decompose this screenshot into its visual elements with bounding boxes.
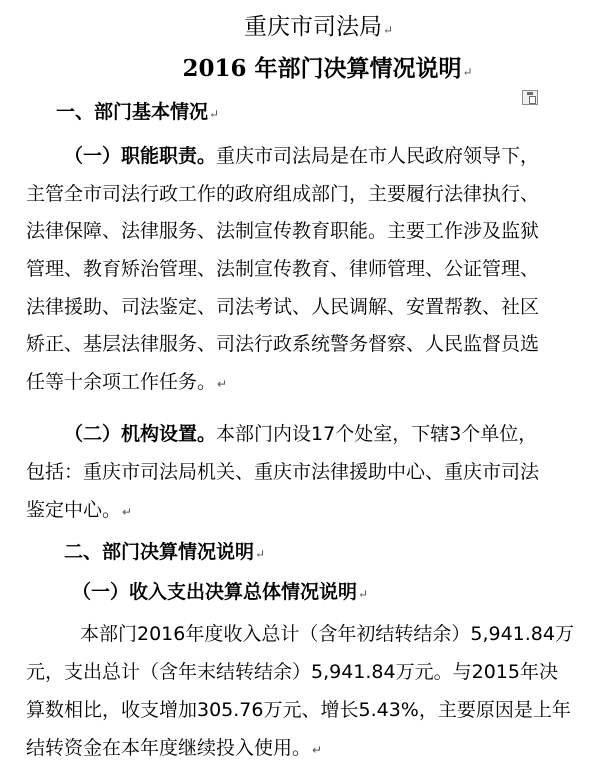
p1-line-3: 法律保障、法律服务、法制宣传教育职能。主要工作涉及监狱: [26, 220, 540, 242]
s2-p1-line-4: 结转资金在本年度继续投入使用。↵: [26, 737, 323, 759]
p2-lead: （二）机构设置。: [64, 423, 217, 445]
paragraph-mark-icon: ↵: [122, 505, 133, 519]
paragraph-mark-icon: ↵: [358, 587, 369, 601]
s2-p1-line-1: 本部门2016年度收入总计（含年初结转结余）5,941.84万: [80, 623, 574, 645]
p1-line-2: 主管全市司法行政工作的政府组成部门，主要履行法律执行、: [26, 183, 540, 205]
paragraph-mark-icon: ↵: [255, 547, 266, 561]
p1-line-6: 矫正、基层法律服务、司法行政系统警务督察、人民监督员选: [26, 333, 540, 355]
title-text: 重庆市司法局: [243, 14, 382, 40]
p1-line-7: 任等十余项工作任务。↵: [26, 371, 228, 393]
s2-p1-line-2: 元，支出总计（含年末结转结余）5,941.84万元。与2015年决: [26, 661, 558, 683]
p1-lead: （一）职能职责。: [64, 145, 217, 167]
document-title-line1: [0, 10, 615, 47]
p2-line-2: 包括：重庆市司法局机关、重庆市法律援助中心、重庆市司法: [26, 461, 540, 483]
p2-line-3: 鉴定中心。↵: [26, 499, 133, 521]
s2-p1-line-3: 算数相比，收支增加305.76万元、增长5.43%，主要原因是上年: [26, 699, 571, 721]
paragraph-mark-icon: ↵: [312, 743, 323, 757]
document-title-line2: [0, 52, 615, 89]
p1-line-1: （一）职能职责。重庆市司法局是在市人民政府领导下，: [64, 145, 540, 167]
paragraph-mark-icon: ↵: [382, 23, 394, 37]
section2-subheading: （一）收入支出决算总体情况说明↵: [72, 581, 369, 603]
p1-line-4: 管理、教育矫治管理、法制宣传教育、律师管理、公证管理、: [26, 258, 540, 280]
paragraph-mark-icon: ↵: [462, 65, 473, 79]
p2-line-1: （二）机构设置。本部门内设17个处室，下辖3个单位，: [64, 423, 538, 445]
paragraph-mark-icon: ↵: [209, 107, 220, 121]
title-text: 2016 年部门决算情况说明: [182, 55, 462, 82]
clipboard-clip: [527, 92, 533, 95]
p1-line-5: 法律援助、司法鉴定、司法考试、人民调解、安置帮教、社区: [26, 296, 540, 318]
paragraph-mark-icon: ↵: [217, 377, 228, 391]
section2-heading: 二、部门决算情况说明↵: [64, 541, 266, 563]
section1-heading: 一、部门基本情况↵: [56, 101, 220, 123]
